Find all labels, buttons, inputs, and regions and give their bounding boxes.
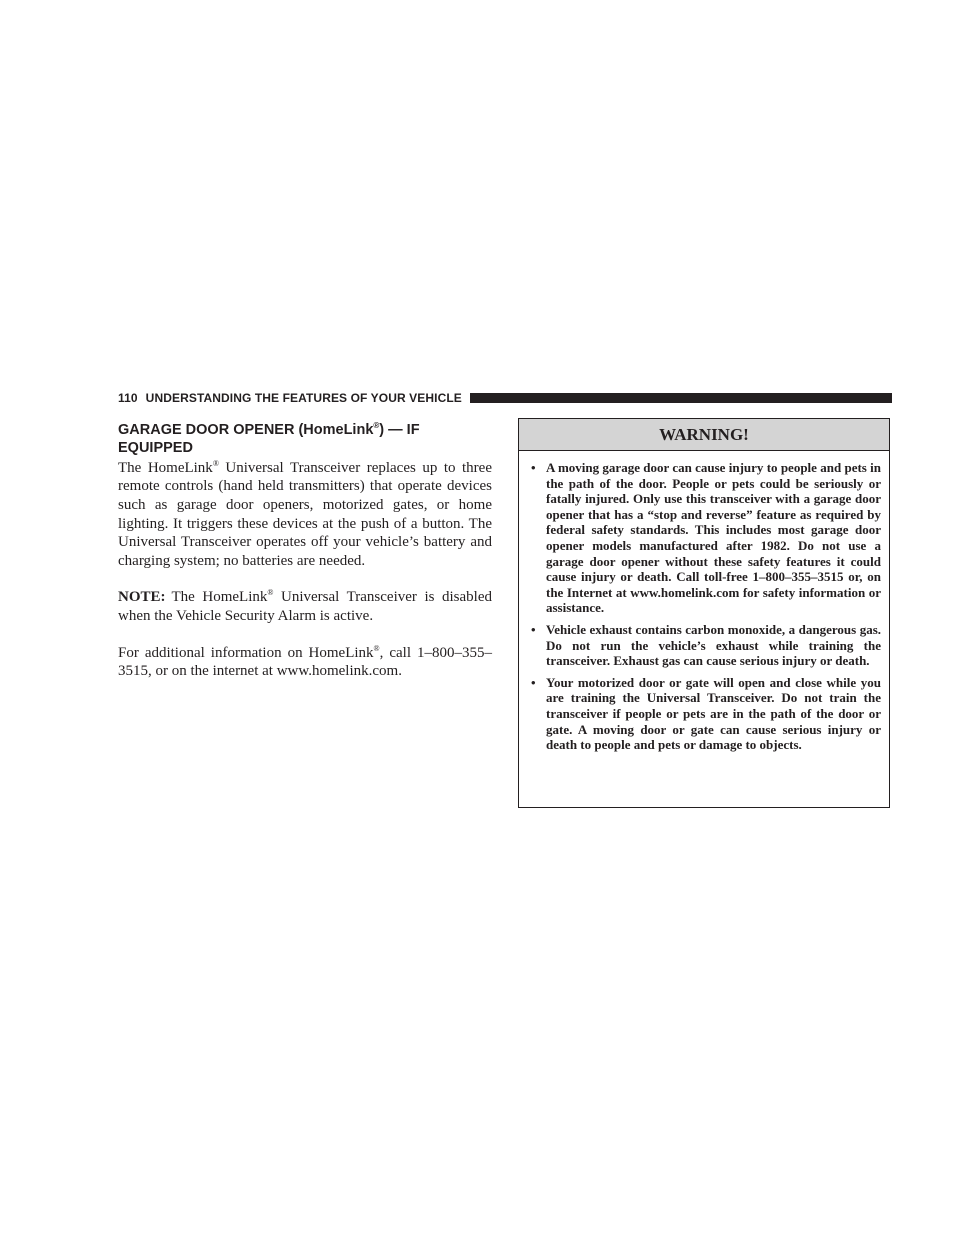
page-header [118,390,892,405]
note-label: NOTE: [118,589,166,606]
header-rule [470,393,892,403]
bullet-icon: • [531,621,536,637]
main-column [118,417,492,699]
note-paragraph: NOTE: The HomeLink® Universal Transceiver is disabled when the Vehicle Security Alarm is active. [118,588,492,624]
section-heading: GARAGE DOOR OPENER (HomeLink®) — IF EQUIPPED [118,421,420,456]
bullet-icon: • [531,460,536,475]
warning-box [518,418,890,808]
info-paragraph: For additional information on HomeLink®, call 1–800–355–3515, or on the internet at www.homelink.com. [118,643,492,680]
list-item: • Your motorized door or gate will open and close while you are training the Universal Transceiver. Do not train the transceiver if people or pets are in the path of the door or gate. A moving door or gate can cause serious injury or death to people and pets or damage to objects. [531,674,881,753]
warning-list [519,451,889,753]
warning-title: WARNING! [519,419,889,451]
list-item: • A moving garage door can cause injury to people and pets in the path of the door. People or pets could be seriously or fatally injured. Only use this transceiver with a garage door opener that has a “stop and reverse” feature as required by federal safety standards. This includes most garage door opener models manufactured after 1982. Do not use a garage door opener without these safety features it could cause injury or death. Call toll-free 1–800–355–3515 or, on the Internet at www.homelink.com for safety information or assistance. [531,460,881,616]
intro-paragraph: The HomeLink® Universal Transceiver replaces up to three remote controls (hand held transmitters) that operate devices such as garage door openers, motorized gates, or home lighting. It triggers these devices at the push of a button. The Universal Transceiver operates off your vehicle’s battery and charging system; no batteries are needed. [118,458,492,569]
page-number: 110 [118,390,138,405]
section-title: UNDERSTANDING THE FEATURES OF YOUR VEHICLE [145,390,462,405]
bullet-icon: • [531,674,536,690]
list-item: • Vehicle exhaust contains carbon monoxide, a dangerous gas. Do not run the vehicle’s exhaust while training the transceiver. Exhaust gas can cause serious injury or death. [531,621,881,669]
